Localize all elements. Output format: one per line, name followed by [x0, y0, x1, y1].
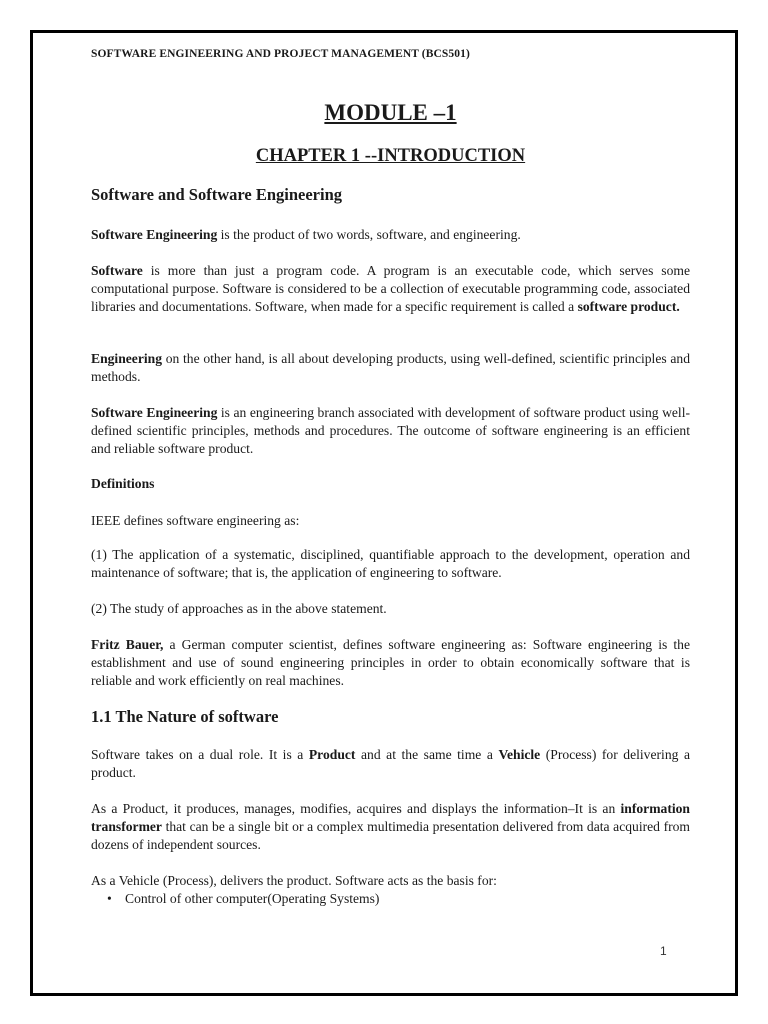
paragraph-text: on the other hand, is all about developing products, using well-defined, scientific principles and methods.: [91, 351, 690, 384]
module-title: MODULE –1: [324, 100, 457, 125]
bold-term-end: software product.: [577, 299, 680, 314]
bullet-list: [91, 890, 690, 908]
paragraph-text: that can be a single bit or a complex multimedia presentation delivered from data acquired from dozens of independent sources.: [91, 819, 690, 852]
chapter-title: CHAPTER 1 --INTRODUCTION: [255, 146, 526, 166]
bold-term: Engineering: [91, 351, 162, 366]
bold-term: Software Engineering: [91, 227, 218, 242]
section-heading-software: Software and Software Engineering: [91, 185, 343, 204]
running-header: SOFTWARE ENGINEERING AND PROJECT MANAGEMENT (BCS501): [91, 48, 470, 60]
paragraph-text: (Process) for delivering a product.: [91, 747, 690, 780]
bold-term: Fritz Bauer,: [91, 637, 164, 652]
bold-term-product: Product: [308, 747, 356, 762]
paragraph-text: As a Product, it produces, manages, modifies, acquires and displays the information–It is an: [91, 801, 621, 816]
list-item: • Control of other computer(Operating Systems): [91, 890, 690, 908]
paragraph-product: [91, 800, 690, 854]
paragraph-software-engineering: [91, 404, 690, 458]
paragraph-text: and at the same time a: [355, 747, 499, 762]
paragraph-text: is an engineering branch associated with development of software product using well-defined scientific principles, methods and procedures. The outcome of software engineering is an efficient and reliable software product.: [91, 405, 690, 456]
paragraph-text: is more than just a program code. A program is an executable code, which serves some computational purpose. Software is considered to be a collection of executable programming code, associated libraries and documentations. Software, when made for a specific requirement is called a: [91, 263, 690, 314]
paragraph-se-definition: [91, 226, 690, 244]
paragraph-text: Software takes on a dual role. It is a: [91, 747, 309, 762]
paragraph-fritz-bauer: [91, 636, 690, 690]
paragraph-text: a German computer scientist, defines software engineering as: Software engineering is the establishment and use of sound engineering principles in order to obtain economically software that is reliable and work efficiently on real machines.: [91, 637, 690, 688]
paragraph-engineering: [91, 350, 690, 386]
document-body: [91, 48, 690, 906]
bold-term-vehicle: Vehicle: [498, 747, 541, 762]
definition-2: (2) The study of approaches as in the above statement.: [91, 601, 387, 616]
bold-term: Software Engineering: [91, 405, 218, 420]
section-heading-nature: 1.1 The Nature of software: [91, 707, 279, 726]
paragraph-vehicle: As a Vehicle (Process), delivers the product. Software acts as the basis for:: [91, 873, 497, 888]
definitions-heading: Definitions: [91, 476, 155, 491]
paragraph-software: [91, 262, 690, 316]
page-number: 1: [660, 944, 667, 958]
bold-term-information-transformer: information transformer: [91, 801, 690, 834]
ieee-intro: IEEE defines software engineering as:: [91, 513, 300, 528]
paragraph-text: is the product of two words, software, and engineering.: [217, 227, 521, 242]
definition-1: (1) The application of a systematic, disciplined, quantifiable approach to the development, operation and maintenance of software; that is, the application of engineering to software.: [91, 547, 690, 580]
paragraph-dual-role: [91, 746, 690, 782]
bold-term: Software: [91, 263, 143, 278]
